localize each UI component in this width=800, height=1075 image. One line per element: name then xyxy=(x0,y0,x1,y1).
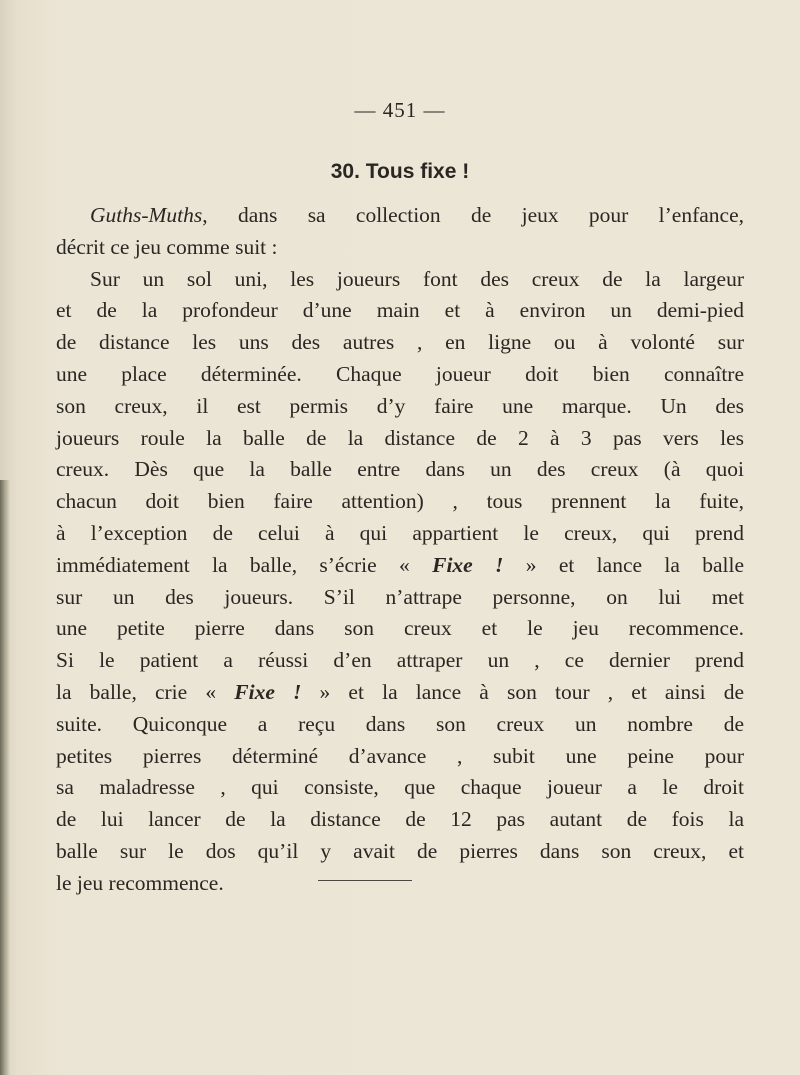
text-line xyxy=(56,200,744,232)
text-line: à l’exception de celui à qui appartient le creux, qui prend xyxy=(56,520,744,545)
text-line xyxy=(56,550,744,582)
text-line: balle sur le dos qu’il y avait de pierres dans son creux, et xyxy=(56,838,744,863)
text-line: de distance les uns des autres , en ligne ou à volonté sur xyxy=(56,330,744,355)
line-text: immédiatement la balle, s’écrie « xyxy=(56,552,433,577)
text-line: une petite pierre dans son creux et le jeu recommence. xyxy=(56,616,744,641)
body-text xyxy=(56,200,744,900)
text-line: une place déterminée. Chaque joueur doit bien connaître xyxy=(56,361,744,386)
line-text: » et lance la balle xyxy=(503,552,744,577)
author-name: Guths-Muths xyxy=(90,203,203,227)
text-line: Sur un sol uni, les joueurs font des creux de la largeur xyxy=(90,266,744,291)
text-line: sur un des joueurs. S’il n’attrape personne, on lui met xyxy=(56,584,744,609)
section-heading: 30. Tous fixe ! xyxy=(330,160,470,183)
text-line: le jeu recommence. xyxy=(56,870,224,895)
text-line: creux. Dès que la balle entre dans un des creux (à quoi xyxy=(56,457,744,482)
line-text: , dans sa collection de jeux pour l’enfance, xyxy=(202,203,744,227)
line-text: » et la lance à son tour , et ainsi de xyxy=(301,679,744,704)
text-line: de lui lancer de la distance de 12 pas autant de fois la xyxy=(56,807,744,832)
text-line: et de la profondeur d’une main et à environ un demi-pied xyxy=(56,298,744,323)
text-line: joueurs roule la balle de la distance de 2 à 3 pas vers les xyxy=(56,425,744,450)
page-number: — 451 — xyxy=(354,98,446,122)
line-text: la balle, crie « xyxy=(56,679,235,704)
exclamation-fixe: Fixe ! xyxy=(432,552,504,577)
page-edge-shadow xyxy=(0,480,10,1075)
text-line: son creux, il est permis d’y faire une marque. Un des xyxy=(56,393,744,418)
text-line: petites pierres déterminé d’avance , subit une peine pour xyxy=(56,743,744,768)
text-line xyxy=(56,677,744,709)
text-line: chacun doit bien faire attention) , tous prennent la fuite, xyxy=(56,489,744,514)
text-line: sa maladresse , qui consiste, que chaque joueur a le droit xyxy=(56,775,744,800)
exclamation-fixe: Fixe ! xyxy=(234,679,302,704)
text-line: suite. Quiconque a reçu dans son creux un nombre de xyxy=(56,711,744,736)
text-line: décrit ce jeu comme suit : xyxy=(56,234,278,259)
section-end-rule xyxy=(318,880,412,881)
text-line: Si le patient a réussi d’en attraper un , ce dernier prend xyxy=(56,648,744,673)
